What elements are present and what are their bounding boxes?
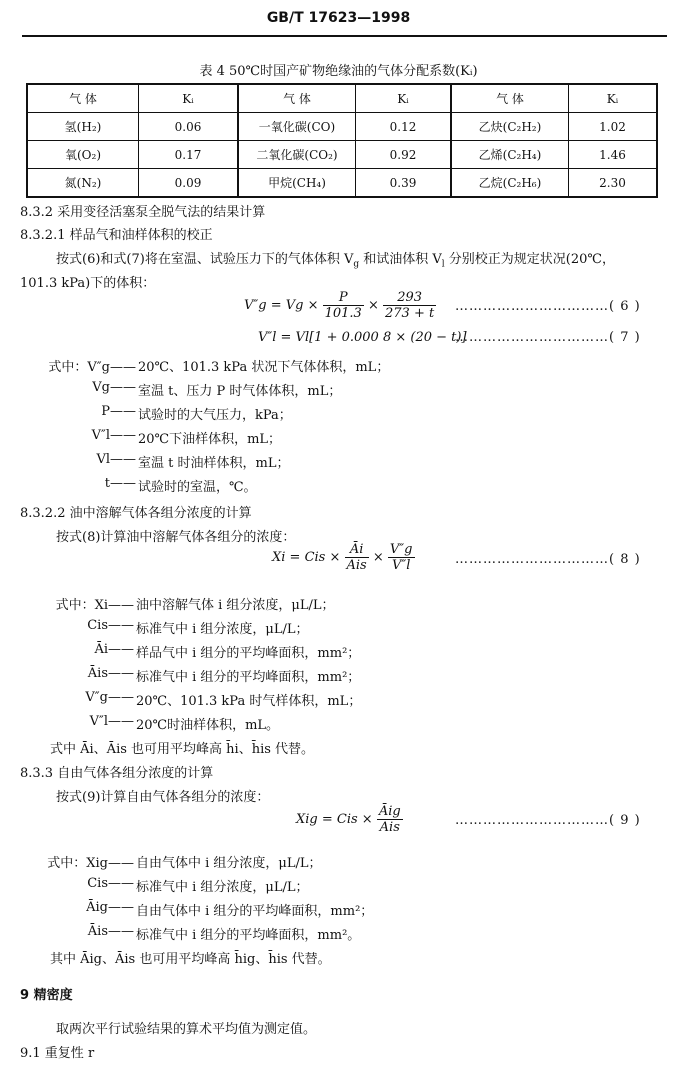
table-cell: 0.39 <box>356 169 452 198</box>
table-cell: 氧(O₂) <box>27 141 139 169</box>
def-text: 标准气中 i 组分的平均峰面积，mm²。 <box>136 928 361 943</box>
table-header-row <box>27 84 657 113</box>
def-text: 油中溶解气体 i 组分浓度，μL/L； <box>136 598 335 613</box>
def-text: 20℃时油样体积，mL。 <box>136 718 280 733</box>
col-header: Kᵢ <box>569 84 658 113</box>
def-text: 室温 t 时油样体积，mL； <box>138 456 290 471</box>
table-cell: 1.46 <box>569 141 658 169</box>
header-rule <box>22 35 667 37</box>
section-8-3-2: 8.3.2 采用变径活塞泵全脱气法的结果计算 <box>20 205 266 220</box>
def-symbol: 式中：Xi—— <box>55 598 134 613</box>
section-8-3-2-1: 8.3.2.1 样品气和油样体积的校正 <box>20 228 213 243</box>
equation-9: Xig = Cis × $\frac{\text{Āig}}{\text{Āis}}$ <box>296 804 401 835</box>
table-cell: 乙炔(C₂H₂) <box>451 113 569 141</box>
table-caption: 表 4 50℃时国产矿物绝缘油的气体分配系数(Kᵢ) <box>199 64 478 79</box>
col-header: Kᵢ <box>356 84 452 113</box>
def-text: 自由气体中 i 组分浓度，μL/L； <box>136 856 322 871</box>
paragraph-1: 按式(6)和式(7)将在室温、试验压力下的气体体积 $V_g$ 和试油体积 $V_l$ 分别校正为规定状况(20℃， <box>56 252 615 270</box>
def-symbol: Āis—— <box>87 924 134 939</box>
section-9-1: 9.1 重复性 r <box>20 1046 95 1061</box>
col-header: 气 体 <box>238 84 356 113</box>
col-header: Kᵢ <box>139 84 239 113</box>
table-row <box>27 113 657 141</box>
def-text: 20℃、101.3 kPa 时气样体积，mL； <box>136 694 362 709</box>
equation-6: V″g = Vg × $\frac{P}{101.3}$ × $\frac{293}{273 + t}$ <box>244 290 435 321</box>
paragraph-3: 按式(9)计算自由气体各组分的浓度： <box>56 790 270 805</box>
paragraph-4: 取两次平行试验结果的算术平均值为测定值。 <box>56 1022 317 1037</box>
table-cell: 0.92 <box>356 141 452 169</box>
def-text: 试验时的大气压力，kPa； <box>138 408 292 423</box>
table-row <box>27 141 657 169</box>
table-cell: 氢(H₂) <box>27 113 139 141</box>
table-cell: 二氧化碳(CO₂) <box>238 141 356 169</box>
def-symbol: Āi—— <box>94 642 134 657</box>
eq7-leader: ……………………………( 7 ) <box>455 330 641 345</box>
table-cell: 1.02 <box>569 113 658 141</box>
def-symbol: P—— <box>101 404 136 419</box>
section-8-3-2-2: 8.3.2.2 油中溶解气体各组分浓度的计算 <box>20 506 252 521</box>
table-cell: 0.09 <box>139 169 239 198</box>
section-9-heading: 9 精密度 <box>20 988 73 1003</box>
def-symbol: 式中：Xig—— <box>47 856 134 871</box>
def-symbol: Āis—— <box>87 666 134 681</box>
def-text: 样品气中 i 组分的平均峰面积，mm²； <box>136 646 361 661</box>
page-header: GB/T 17623—1998 <box>266 10 411 26</box>
table-cell: 2.30 <box>569 169 658 198</box>
def-text: 20℃下油样体积，mL； <box>138 432 282 447</box>
section-8-3-3: 8.3.3 自由气体各组分浓度的计算 <box>20 766 214 781</box>
paragraph-2: 按式(8)计算油中溶解气体各组分的浓度： <box>56 530 296 545</box>
eq8-leader: ……………………………( 8 ) <box>455 552 641 567</box>
note-2: 其中 Āig、Āis 也可用平均峰高 h̄ig、h̄is 代替。 <box>50 952 331 967</box>
table-cell: 氮(N₂) <box>27 169 139 198</box>
def-text: 20℃、101.3 kPa 状况下气体体积，mL； <box>138 360 390 375</box>
def-text: 标准气中 i 组分浓度，μL/L； <box>136 880 309 895</box>
def-symbol: t—— <box>104 476 136 491</box>
table-cell: 甲烷(CH₄) <box>238 169 356 198</box>
col-header: 气 体 <box>451 84 569 113</box>
table-cell: 0.06 <box>139 113 239 141</box>
table-row <box>27 169 657 198</box>
note-1: 式中 Āi、Āis 也可用平均峰高 h̄i、h̄is 代替。 <box>50 742 315 757</box>
def-text: 标准气中 i 组分浓度，μL/L； <box>136 622 309 637</box>
def-text: 标准气中 i 组分的平均峰面积，mm²； <box>136 670 361 685</box>
def-text: 试验时的室温，℃。 <box>138 480 257 495</box>
equation-8: Xi = Cis × $\frac{Āi}{\text{Āis}}$ × $\frac{V''g}{V''l}$ <box>272 542 413 573</box>
def-text: 自由气体中 i 组分的平均峰面积，mm²； <box>136 904 374 919</box>
def-text: 室温 t、压力 P 时气体体积，mL； <box>138 384 342 399</box>
def-symbol: Cis—— <box>87 876 134 891</box>
col-header: 气 体 <box>27 84 139 113</box>
def-symbol: Vl—— <box>96 452 136 467</box>
eq9-leader: ……………………………( 9 ) <box>455 813 641 828</box>
eq6-leader: ……………………………( 6 ) <box>455 299 641 314</box>
equation-7: V″l = Vl[1 + 0.000 8 × (20 − t)] <box>258 330 467 345</box>
def-symbol: Vg—— <box>92 380 136 395</box>
table-cell: 乙烯(C₂H₄) <box>451 141 569 169</box>
table-cell: 0.12 <box>356 113 452 141</box>
gas-partition-table <box>26 83 658 198</box>
table-cell: 0.17 <box>139 141 239 169</box>
def-symbol: V″g—— <box>85 690 134 705</box>
table-cell: 乙烷(C₂H₆) <box>451 169 569 198</box>
paragraph-1-cont: 101.3 kPa)下的体积： <box>20 276 156 291</box>
table-cell: 一氧化碳(CO) <box>238 113 356 141</box>
def-symbol: Āig—— <box>86 900 134 915</box>
def-symbol: Cis—— <box>87 618 134 633</box>
def-symbol: 式中：V″g—— <box>48 360 136 375</box>
def-symbol: V″l—— <box>91 428 136 443</box>
def-symbol: V″l—— <box>89 714 134 729</box>
